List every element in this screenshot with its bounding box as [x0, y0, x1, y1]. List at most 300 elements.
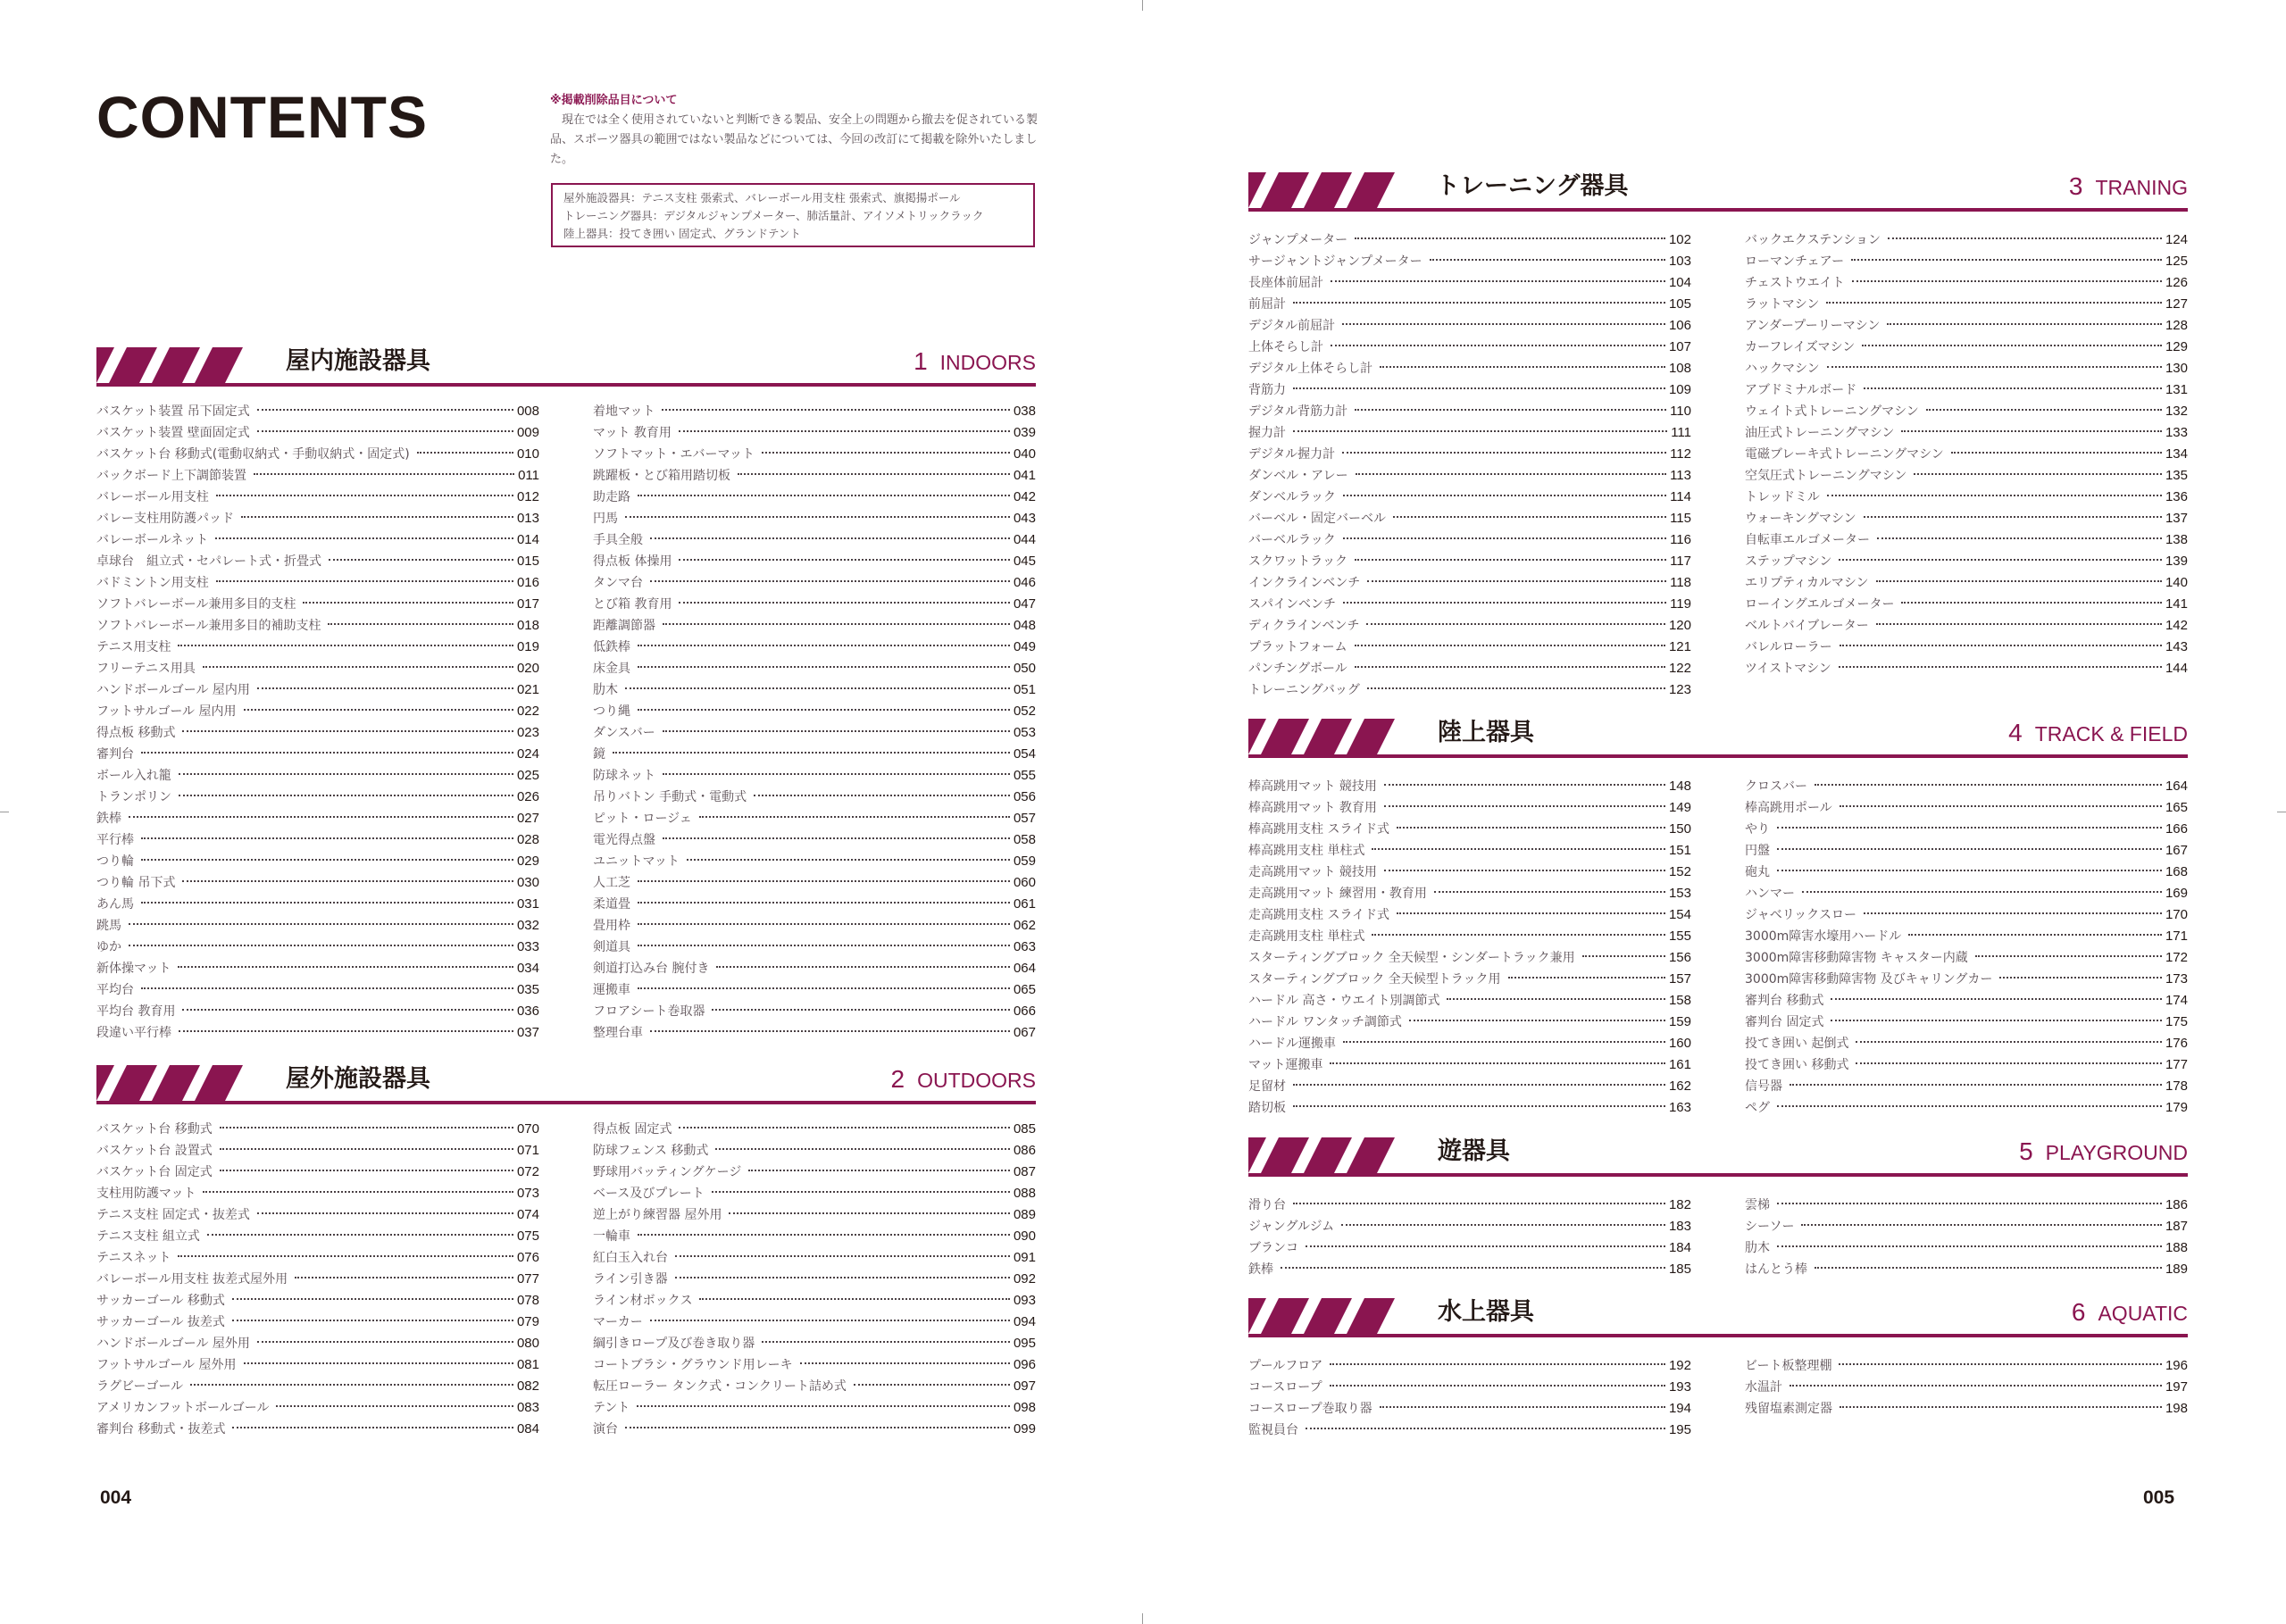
toc-entry[interactable] — [1248, 229, 1691, 251]
toc-entry[interactable] — [1745, 401, 2188, 422]
toc-entry-page: 133 — [2165, 425, 2188, 440]
toc-entry[interactable] — [96, 915, 539, 937]
toc-entry-name: つり輪 吊下式 — [96, 876, 176, 890]
removed-items-line: 陸上器具：投てき囲い 固定式、グランドテント — [563, 227, 801, 240]
toc-entry-page: 089 — [1013, 1207, 1036, 1222]
toc-entry[interactable] — [1745, 487, 2188, 508]
toc-entry[interactable] — [1248, 444, 1691, 465]
toc-entry[interactable] — [1745, 294, 2188, 315]
toc-entry[interactable] — [593, 1204, 1036, 1226]
toc-entry-name: ソフトバレーボール兼用多目的支柱 — [96, 597, 296, 612]
toc-entry[interactable] — [593, 744, 1036, 765]
section-title-en: TRANING — [2095, 176, 2188, 199]
dot-leader — [754, 795, 1010, 796]
toc-entry[interactable] — [1248, 947, 1691, 969]
toc-entry[interactable] — [1248, 1012, 1691, 1033]
toc-entry[interactable] — [593, 1119, 1036, 1140]
toc-entry[interactable] — [1745, 819, 2188, 840]
toc-entry[interactable] — [1745, 508, 2188, 529]
toc-entry[interactable] — [1745, 904, 2188, 926]
dot-leader — [650, 580, 1010, 582]
toc-entry[interactable] — [593, 658, 1036, 679]
toc-entry[interactable] — [1745, 1237, 2188, 1259]
toc-entry[interactable] — [593, 422, 1036, 444]
dot-leader — [1888, 237, 2162, 239]
toc-entry[interactable] — [1745, 883, 2188, 904]
dot-leader — [663, 730, 1010, 732]
toc-entry[interactable] — [1745, 615, 2188, 637]
toc-entry[interactable] — [1248, 969, 1691, 990]
toc-entry-page: 098 — [1013, 1400, 1036, 1415]
toc-entry[interactable] — [593, 594, 1036, 615]
dot-leader — [1876, 580, 2162, 582]
toc-entry-name: 審判台 — [96, 747, 134, 762]
dot-leader — [1434, 891, 1665, 893]
toc-entry[interactable] — [593, 979, 1036, 1001]
toc-column — [1248, 776, 1691, 1119]
toc-entry[interactable] — [96, 1119, 539, 1140]
toc-entry[interactable] — [1248, 637, 1691, 658]
toc-entry[interactable] — [1745, 990, 2188, 1012]
toc-entry[interactable] — [593, 1226, 1036, 1247]
dot-leader — [1281, 1267, 1665, 1269]
toc-entry[interactable] — [593, 679, 1036, 701]
dot-leader — [650, 537, 1010, 539]
dot-leader — [215, 537, 513, 539]
toc-column — [593, 401, 1036, 1044]
toc-entry[interactable] — [1745, 422, 2188, 444]
toc-entry[interactable] — [96, 979, 539, 1001]
toc-entry[interactable] — [593, 1022, 1036, 1044]
toc-entry[interactable] — [96, 744, 539, 765]
toc-entry[interactable] — [1745, 1054, 2188, 1076]
toc-entry-name: 助走路 — [593, 490, 630, 504]
toc-entry[interactable] — [1248, 379, 1691, 401]
toc-entry-page: 171 — [2165, 929, 2188, 944]
toc-entry[interactable] — [1248, 1033, 1691, 1054]
page-title: CONTENTS — [96, 84, 428, 150]
toc-entry[interactable] — [96, 1226, 539, 1247]
toc-entry[interactable] — [1248, 1216, 1691, 1237]
dot-leader — [663, 623, 1010, 625]
toc-entry-name: 着地マット — [593, 404, 655, 419]
toc-entry[interactable] — [593, 808, 1036, 829]
toc-entry[interactable] — [593, 1312, 1036, 1333]
toc-entry[interactable] — [96, 937, 539, 958]
dot-leader — [329, 559, 513, 561]
toc-entry[interactable] — [96, 487, 539, 508]
toc-entry-page: 044 — [1013, 532, 1036, 547]
toc-entry-page: 169 — [2165, 886, 2188, 901]
dot-leader — [1342, 452, 1666, 454]
toc-entry[interactable] — [1248, 1076, 1691, 1097]
toc-entry[interactable] — [593, 894, 1036, 915]
dot-leader — [638, 1234, 1010, 1236]
toc-entry[interactable] — [593, 958, 1036, 979]
toc-entry[interactable] — [96, 765, 539, 787]
toc-entry[interactable] — [96, 615, 539, 637]
toc-entry[interactable] — [593, 1247, 1036, 1269]
dot-leader — [679, 602, 1010, 604]
dot-leader — [1330, 1363, 1665, 1365]
toc-entry[interactable] — [96, 1162, 539, 1183]
toc-entry[interactable] — [1745, 337, 2188, 358]
toc-entry-page: 120 — [1668, 618, 1691, 633]
toc-entry-page: 115 — [1670, 511, 1691, 526]
toc-entry[interactable] — [1248, 1355, 1691, 1377]
toc-entry[interactable] — [96, 1333, 539, 1354]
section-title-jp: 遊器具 — [1438, 1137, 1510, 1165]
toc-entry-name: ハンドボールゴール 屋内用 — [96, 683, 250, 697]
toc-entry[interactable] — [1745, 1355, 2188, 1377]
toc-entry[interactable] — [1745, 444, 2188, 465]
toc-entry[interactable] — [1248, 1054, 1691, 1076]
section-header — [96, 1060, 1036, 1104]
toc-entry[interactable] — [1745, 776, 2188, 797]
dot-leader — [1293, 1084, 1665, 1086]
toc-entry[interactable] — [96, 1022, 539, 1044]
toc-entry[interactable] — [1248, 572, 1691, 594]
toc-entry[interactable] — [1745, 1033, 2188, 1054]
toc-entry[interactable] — [1248, 508, 1691, 529]
section-number: 4 — [2008, 719, 2023, 746]
toc-entry[interactable] — [1745, 529, 2188, 551]
toc-entry-name: コースロープ巻取り器 — [1248, 1402, 1372, 1416]
toc-entry[interactable] — [1745, 465, 2188, 487]
toc-entry[interactable] — [593, 701, 1036, 722]
toc-entry-name: ハンドボールゴール 屋外用 — [96, 1337, 250, 1351]
toc-entry-name: 棒高跳用支柱 スライド式 — [1248, 822, 1390, 837]
toc-entry[interactable] — [593, 1140, 1036, 1162]
toc-entry[interactable] — [593, 937, 1036, 958]
toc-entry[interactable] — [96, 401, 539, 422]
toc-entry[interactable] — [1745, 1076, 2188, 1097]
toc-entry[interactable] — [96, 529, 539, 551]
toc-entry-name: 投てき囲い 起倒式 — [1745, 1037, 1849, 1051]
toc-entry[interactable] — [1248, 272, 1691, 294]
toc-entry-page: 116 — [1670, 532, 1691, 547]
toc-entry[interactable] — [1745, 969, 2188, 990]
toc-entry[interactable] — [1745, 572, 2188, 594]
toc-entry[interactable] — [96, 1290, 539, 1312]
toc-entry-page: 034 — [516, 961, 539, 976]
toc-entry[interactable] — [1745, 251, 2188, 272]
toc-entry[interactable] — [1745, 1216, 2188, 1237]
toc-entry[interactable] — [1745, 272, 2188, 294]
toc-entry[interactable] — [1745, 594, 2188, 615]
toc-entry[interactable] — [96, 808, 539, 829]
dot-leader — [1877, 537, 2162, 539]
toc-entry[interactable] — [593, 1001, 1036, 1022]
toc-entry-name: 握力計 — [1248, 426, 1286, 440]
toc-entry[interactable] — [1745, 1259, 2188, 1280]
toc-entry[interactable] — [1248, 658, 1691, 679]
toc-entry[interactable] — [1248, 776, 1691, 797]
toc-entry[interactable] — [593, 1162, 1036, 1183]
toc-column — [1745, 1355, 2188, 1420]
toc-entry[interactable] — [593, 872, 1036, 894]
toc-entry-page: 118 — [1670, 575, 1691, 590]
toc-entry[interactable] — [96, 1312, 539, 1333]
toc-entry[interactable] — [593, 572, 1036, 594]
toc-entry[interactable] — [1745, 947, 2188, 969]
toc-entry[interactable] — [96, 1354, 539, 1376]
toc-entry-name: マーカー — [593, 1315, 643, 1329]
toc-entry[interactable] — [96, 851, 539, 872]
toc-entry-name: 平均台 教育用 — [96, 1004, 176, 1019]
toc-entry[interactable] — [96, 1001, 539, 1022]
toc-entry-name: 信号器 — [1745, 1079, 1782, 1094]
toc-entry[interactable] — [1248, 904, 1691, 926]
dot-leader — [1887, 323, 2162, 325]
toc-entry-name: バスケット装置 吊下固定式 — [96, 404, 250, 419]
toc-entry[interactable] — [593, 1397, 1036, 1419]
toc-entry-name: 3000m障害移動障害物 キャスター内蔵 — [1745, 951, 1968, 965]
toc-entry-name: コースロープ — [1248, 1380, 1322, 1395]
toc-entry-page: 183 — [1668, 1219, 1691, 1234]
toc-entry-page: 091 — [1013, 1250, 1036, 1265]
toc-entry[interactable] — [1248, 594, 1691, 615]
toc-entry[interactable] — [96, 1419, 539, 1440]
toc-entry[interactable] — [1745, 637, 2188, 658]
toc-entry[interactable] — [96, 444, 539, 465]
toc-entry-page: 079 — [516, 1314, 539, 1329]
toc-entry[interactable] — [96, 1269, 539, 1290]
toc-entry[interactable] — [1248, 797, 1691, 819]
dot-leader — [762, 1341, 1010, 1343]
toc-entry-name: 砲丸 — [1745, 865, 1770, 879]
toc-entry[interactable] — [1745, 1097, 2188, 1119]
toc-entry[interactable] — [96, 872, 539, 894]
toc-entry[interactable] — [593, 1419, 1036, 1440]
toc-entry[interactable] — [96, 701, 539, 722]
toc-entry[interactable] — [96, 894, 539, 915]
toc-entry[interactable] — [96, 787, 539, 808]
toc-entry[interactable] — [593, 787, 1036, 808]
toc-entry[interactable] — [593, 465, 1036, 487]
toc-entry[interactable] — [1745, 1195, 2188, 1216]
toc-entry[interactable] — [1745, 551, 2188, 572]
toc-entry-page: 097 — [1013, 1378, 1036, 1394]
toc-entry-name: 踏切板 — [1248, 1101, 1286, 1115]
toc-entry[interactable] — [1248, 1259, 1691, 1280]
toc-entry-name: 吊りバトン 手動式・電動式 — [593, 790, 747, 804]
toc-entry-name: ソフトマット・エバーマット — [593, 447, 755, 462]
toc-entry-page: 058 — [1013, 832, 1036, 847]
toc-entry[interactable] — [1248, 1377, 1691, 1398]
toc-entry[interactable] — [1248, 487, 1691, 508]
section-title-jp: 屋外施設器具 — [286, 1065, 430, 1093]
toc-entry[interactable] — [96, 958, 539, 979]
toc-entry[interactable] — [593, 487, 1036, 508]
dot-leader — [613, 752, 1010, 754]
toc-entry[interactable] — [593, 615, 1036, 637]
toc-entry[interactable] — [1248, 465, 1691, 487]
toc-entry[interactable] — [1248, 294, 1691, 315]
toc-entry-page: 050 — [1013, 661, 1036, 676]
toc-entry[interactable] — [96, 679, 539, 701]
diagonal-stripes-icon — [1248, 1298, 1406, 1334]
toc-entry[interactable] — [593, 722, 1036, 744]
toc-entry-name: やり — [1745, 822, 1770, 837]
toc-entry[interactable] — [1745, 1398, 2188, 1420]
toc-entry[interactable] — [1248, 926, 1691, 947]
toc-entry[interactable] — [593, 1290, 1036, 1312]
toc-entry[interactable] — [96, 594, 539, 615]
toc-entry[interactable] — [1248, 1420, 1691, 1441]
toc-entry[interactable] — [1248, 1195, 1691, 1216]
toc-entry[interactable] — [593, 637, 1036, 658]
toc-entry-name: ラグビーゴール — [96, 1379, 184, 1394]
toc-entry[interactable] — [1745, 840, 2188, 862]
section-title-en: INDOORS — [939, 351, 1036, 374]
toc-entry-name: 3000m障害移動障害物 及びキャリングカー — [1745, 972, 1993, 987]
toc-entry[interactable] — [1248, 337, 1691, 358]
section-title-en: OUTDOORS — [917, 1069, 1036, 1092]
toc-entry[interactable] — [96, 1140, 539, 1162]
toc-entry-page: 195 — [1668, 1422, 1691, 1437]
toc-entry[interactable] — [1745, 379, 2188, 401]
toc-entry[interactable] — [1248, 615, 1691, 637]
toc-entry[interactable] — [1248, 1237, 1691, 1259]
toc-entry[interactable] — [1745, 358, 2188, 379]
toc-entry[interactable] — [96, 422, 539, 444]
toc-entry-page: 170 — [2165, 907, 2188, 922]
toc-entry[interactable] — [593, 1354, 1036, 1376]
toc-entry[interactable] — [96, 1376, 539, 1397]
diagonal-stripes-icon — [1248, 1137, 1406, 1173]
section-number: 3 — [2068, 172, 2083, 200]
dot-leader — [203, 666, 513, 668]
toc-entry[interactable] — [96, 658, 539, 679]
toc-entry[interactable] — [593, 1183, 1036, 1204]
toc-entry-name: 油圧式トレーニングマシン — [1745, 426, 1895, 440]
toc-entry-name: 水温計 — [1745, 1380, 1782, 1395]
toc-entry-name: はんとう棒 — [1745, 1262, 1807, 1277]
toc-entry[interactable] — [96, 637, 539, 658]
toc-entry[interactable] — [1745, 797, 2188, 819]
dot-leader — [1355, 666, 1665, 668]
toc-entry-page: 142 — [2165, 618, 2188, 633]
toc-entry[interactable] — [96, 829, 539, 851]
toc-entry[interactable] — [593, 1376, 1036, 1397]
dot-leader — [715, 1148, 1010, 1150]
toc-entry-page: 151 — [1668, 843, 1691, 858]
toc-entry[interactable] — [1248, 315, 1691, 337]
toc-entry[interactable] — [1248, 529, 1691, 551]
toc-entry-page: 023 — [516, 725, 539, 740]
dot-leader — [182, 730, 513, 732]
toc-entry[interactable] — [1248, 551, 1691, 572]
toc-entry-page: 177 — [2165, 1057, 2188, 1072]
toc-entry-page: 161 — [1668, 1057, 1691, 1072]
toc-entry-name: ダンベル・アレー — [1248, 469, 1348, 483]
toc-entry[interactable] — [1248, 1398, 1691, 1420]
toc-entry[interactable] — [1248, 862, 1691, 883]
toc-entry[interactable] — [1248, 251, 1691, 272]
toc-entry[interactable] — [96, 722, 539, 744]
toc-entry[interactable] — [1248, 422, 1691, 444]
toc-entry[interactable] — [96, 465, 539, 487]
toc-entry[interactable] — [1248, 401, 1691, 422]
dot-leader — [1827, 366, 2162, 368]
toc-entry[interactable] — [96, 572, 539, 594]
toc-entry[interactable] — [1248, 990, 1691, 1012]
toc-entry[interactable] — [1745, 1377, 2188, 1398]
crop-mark-bottom — [1142, 1613, 1143, 1624]
toc-entry[interactable] — [593, 508, 1036, 529]
section-header — [1248, 167, 2188, 212]
toc-entry-page: 165 — [2165, 800, 2188, 815]
toc-entry-page: 076 — [516, 1250, 539, 1265]
toc-entry-page: 186 — [2165, 1197, 2188, 1212]
toc-entry[interactable] — [96, 1183, 539, 1204]
toc-entry[interactable] — [593, 551, 1036, 572]
toc-entry[interactable] — [1745, 315, 2188, 337]
toc-entry-page: 041 — [1013, 468, 1036, 483]
section-title-jp: 陸上器具 — [1438, 719, 1534, 746]
toc-entry[interactable] — [1745, 658, 2188, 679]
dot-leader — [1355, 645, 1665, 646]
toc-entry[interactable] — [1248, 883, 1691, 904]
toc-entry[interactable] — [96, 1204, 539, 1226]
toc-entry[interactable] — [593, 529, 1036, 551]
toc-entry[interactable] — [1248, 840, 1691, 862]
toc-entry-name: 整理台車 — [593, 1026, 643, 1040]
dot-leader — [1293, 1203, 1665, 1204]
dot-leader — [1330, 1062, 1665, 1064]
toc-entry[interactable] — [1248, 819, 1691, 840]
toc-entry[interactable] — [593, 1333, 1036, 1354]
dot-leader — [1582, 955, 1665, 957]
toc-entry[interactable] — [1248, 358, 1691, 379]
toc-entry[interactable] — [593, 1269, 1036, 1290]
toc-entry[interactable] — [1745, 862, 2188, 883]
toc-entry[interactable] — [593, 829, 1036, 851]
toc-entry[interactable] — [96, 508, 539, 529]
toc-entry[interactable] — [593, 401, 1036, 422]
toc-entry-name: ビート板整理棚 — [1745, 1359, 1832, 1373]
toc-entry[interactable] — [1745, 229, 2188, 251]
toc-entry-name: 得点板 移動式 — [96, 726, 176, 740]
toc-column — [1248, 1195, 1691, 1280]
toc-entry[interactable] — [593, 851, 1036, 872]
toc-entry[interactable] — [593, 915, 1036, 937]
toc-entry[interactable] — [96, 1247, 539, 1269]
toc-entry-page: 150 — [1668, 821, 1691, 837]
toc-entry[interactable] — [1248, 679, 1691, 701]
toc-entry[interactable] — [593, 765, 1036, 787]
toc-entry-page: 125 — [2165, 254, 2188, 269]
dot-leader — [1839, 559, 2162, 561]
dot-leader — [257, 430, 513, 432]
toc-entry-page: 189 — [2165, 1262, 2188, 1277]
toc-entry[interactable] — [96, 551, 539, 572]
toc-entry[interactable] — [96, 1397, 539, 1419]
section-title-en: AQUATIC — [2098, 1302, 2188, 1325]
toc-column — [1745, 776, 2188, 1119]
toc-entry[interactable] — [1745, 1012, 2188, 1033]
dot-leader — [1397, 827, 1665, 829]
toc-entry-page: 057 — [1013, 811, 1036, 826]
toc-entry[interactable] — [593, 444, 1036, 465]
toc-entry[interactable] — [1745, 926, 2188, 947]
dot-leader — [254, 473, 514, 475]
dot-leader — [178, 645, 513, 646]
toc-entry-page: 051 — [1013, 682, 1036, 697]
toc-entry[interactable] — [1248, 1097, 1691, 1119]
dot-leader — [1409, 1020, 1665, 1021]
